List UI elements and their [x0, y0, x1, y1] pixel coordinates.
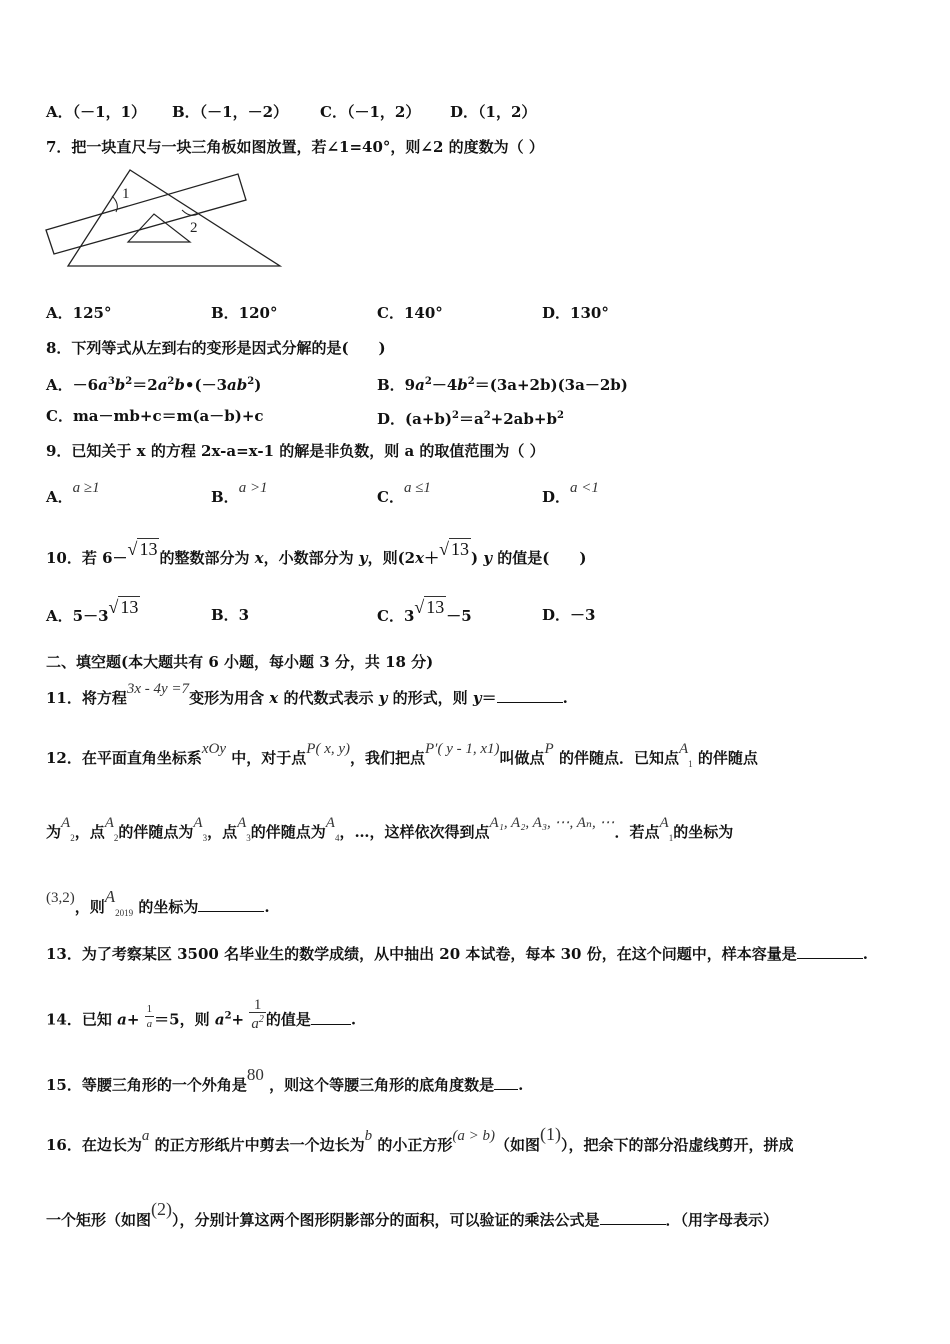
q14-fraction-1: $\frac{1}{a}$: [146, 1003, 153, 1030]
ruler-triangle-figure: [40, 162, 290, 274]
angle-2-label: 2: [190, 220, 198, 236]
q10-option-d: D．－3: [542, 606, 596, 624]
q16-answer-blank[interactable]: [600, 1210, 666, 1225]
q7-stem: 7．把一块直尺与一块三角板如图放置，若∠1=40°，则∠2 的度数为（ ）: [46, 138, 544, 156]
q14-stem: 14．已知 a+ $\frac{1}{a}$ ＝5，则 $a^2+$ $\frac{1}{a^2}$ 的值是 .: [46, 997, 357, 1032]
q6-option-c: C．（－1，2）: [320, 103, 421, 121]
q9-option-a: A．a ≥1: [46, 480, 100, 506]
q7-option-b: B．120°: [211, 304, 278, 322]
q15-stem: 15．等腰三角形的一个外角是80 ，则这个等腰三角形的底角度数是 .: [46, 1065, 524, 1094]
q10-option-a: A．5－3√ 13: [46, 597, 139, 625]
q12-line-1: 12．在平面直角坐标系xOy 中，对于点P( x, y)，我们把点P′( y - 1, x1)叫做点P 的伴随点．已知点$A_1$ 的伴随点: [46, 741, 758, 769]
q12-line-2: 为$A_2$，点$A_2$的伴随点为$A_3$，点$A_3$的伴随点为$A_4$，…，这样依次得到点A₁, A₂, A₃, ⋯, Aₙ, ⋯．若点$A_1$的坐标为: [46, 815, 734, 843]
q16-line-1: 16．在边长为a 的正方形纸片中剪去一个边长为b 的小正方形(a > b)（如图(1)），把余下的部分沿虚线剪开，拼成: [46, 1124, 794, 1154]
q8-option-c: C．ma－mb+c＝m(a－b)+c: [46, 407, 264, 425]
q8-stem: 8．下列等式从左到右的变形是因式分解的是( ): [46, 339, 386, 357]
q13-stem: 13．为了考察某区 3500 名毕业生的数学成绩，从中抽出 20 本试卷，每本 30 份，在这个问题中，样本容量是 .: [46, 945, 868, 963]
q12-answer-blank[interactable]: [198, 897, 264, 912]
q14-fraction-2: $\frac{1}{a^2}$: [251, 997, 264, 1032]
q13-answer-blank[interactable]: [797, 944, 863, 959]
angle-1-label: 1: [122, 186, 130, 202]
triangle-board: [68, 170, 280, 266]
q9-option-d: D．a <1: [542, 480, 599, 506]
q11-stem: 11．将方程3x - 4y =7变形为用含 x 的代数式表示 y 的形式，则 y＝ .: [46, 681, 568, 707]
q11-answer-blank[interactable]: [497, 688, 563, 703]
q8-option-d: D．$(a+b)^2=a^2+2ab+b^2$: [377, 410, 564, 428]
q14-answer-blank[interactable]: [311, 1010, 351, 1025]
q9-option-b: B．a >1: [211, 480, 268, 506]
q10-stem: 10．若 6－√ 13 的整数部分为 x，小数部分为 y，则(2x＋√ 13 ) y 的值是( ): [46, 539, 587, 567]
q8-option-a: A．$-6a^3b^2=2a^2b•(-3ab^2)$: [46, 376, 262, 394]
q7-option-c: C．140°: [377, 304, 443, 322]
q6-option-d: D．（1，2）: [450, 103, 537, 121]
q16-line-2: 一个矩形（如图(2)），分别计算这两个图形阴影部分的面积，可以验证的乘法公式是 ．（用字母表示）: [46, 1199, 779, 1229]
q9-stem: 9．已知关于 x 的方程 2x-a=x-1 的解是非负数，则 a 的取值范围为（ ）: [46, 442, 545, 460]
q6-option-a: A．（－1，1）: [46, 103, 147, 121]
q10-option-b: B．3: [211, 606, 250, 624]
q10-option-c: C．3√ 13 －5: [377, 597, 472, 625]
q15-answer-blank[interactable]: [494, 1075, 518, 1090]
q7-option-a: A．125°: [46, 304, 112, 322]
q8-option-b: B．$9a^2-4b^2=(3a+2b)(3a-2b)$: [377, 376, 628, 394]
q12-line-3: (3,2)，则$A_{2019}$ 的坐标为 .: [46, 887, 270, 918]
q9-option-c: C．a ≤1: [377, 480, 431, 506]
section-2-heading: 二、填空题(本大题共有 6 小题，每小题 3 分，共 18 分): [46, 653, 434, 671]
q6-option-b: B．（－1，－2）: [172, 103, 289, 121]
q7-option-d: D．130°: [542, 304, 609, 322]
